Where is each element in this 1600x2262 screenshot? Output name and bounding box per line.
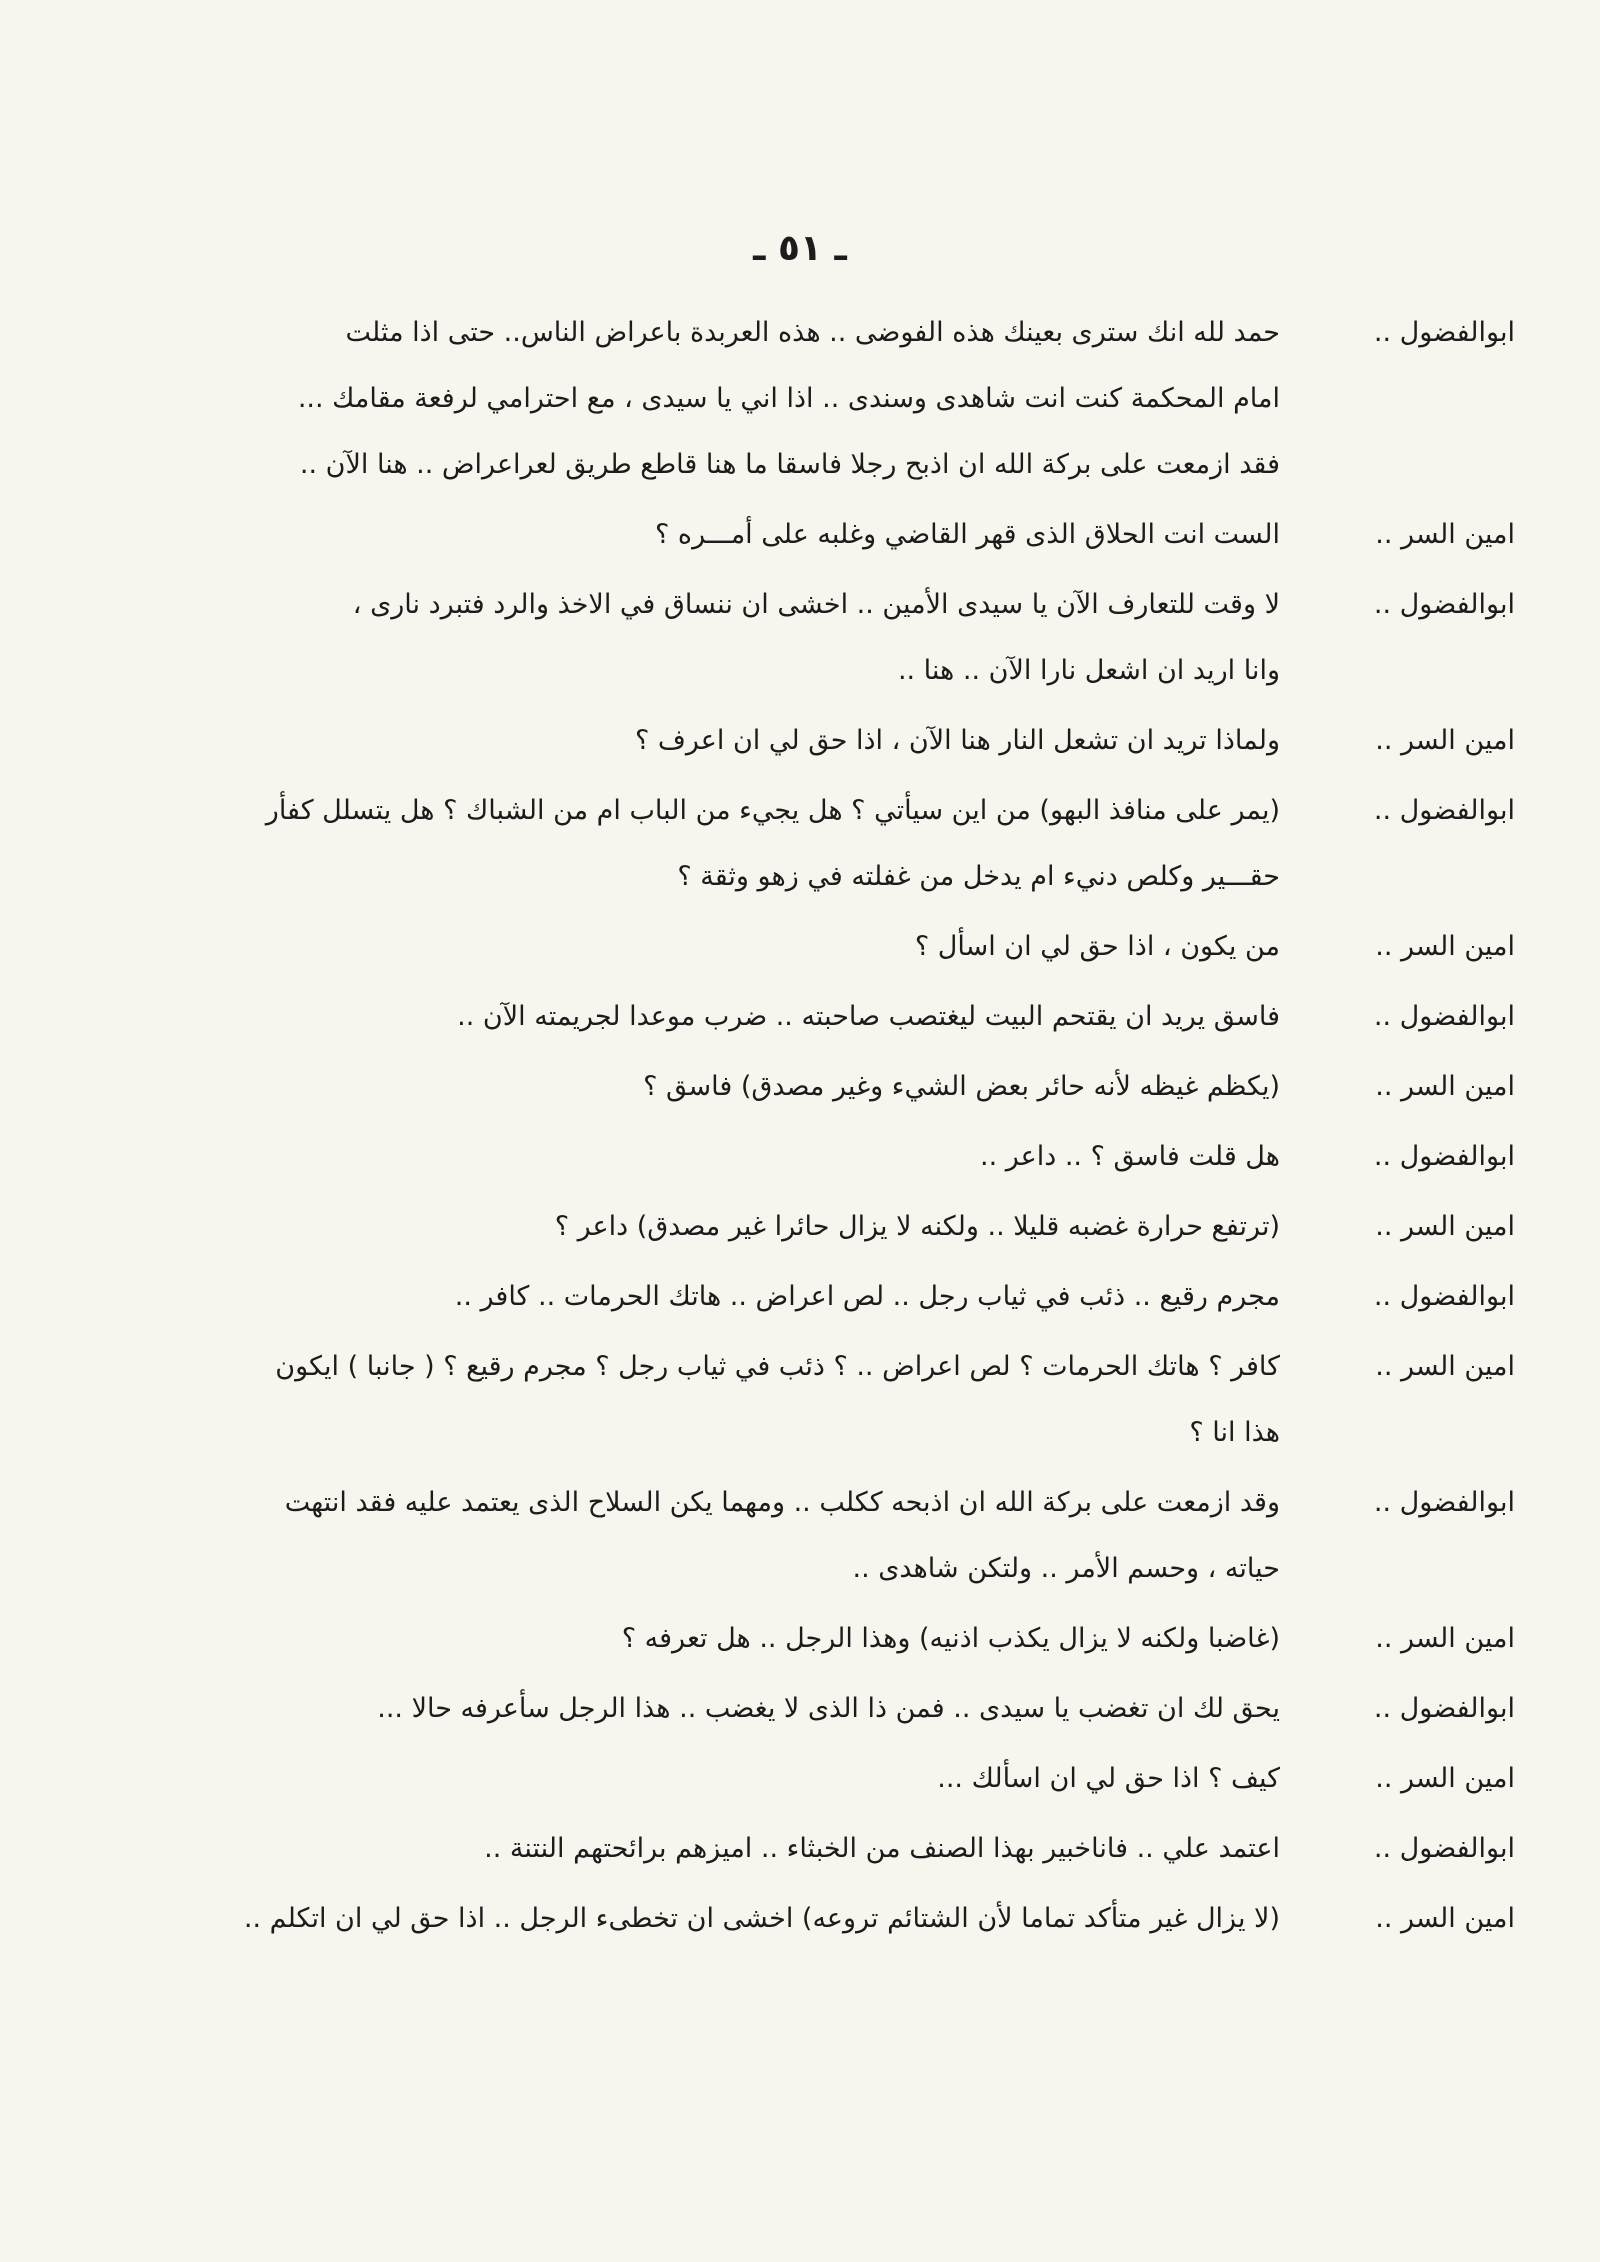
dialogue-line: مجرم رقيع .. ذئب في ثياب رجل .. لص اعراض .. هاتك الحرمات .. كافر .. <box>454 1281 1280 1312</box>
speaker-name: امين السر .. <box>1375 519 1515 550</box>
dialogue-entry <box>75 1334 1515 1466</box>
dialogue-line: امام المحكمة كنت انت شاهدى وسندى .. اذا اني يا سيدى ، مع احترامي لرفعة مقامك ... <box>297 383 1280 414</box>
dialogue-entry <box>75 778 1515 910</box>
dialogue-entry <box>75 502 1515 568</box>
dialogue-text <box>75 1054 1280 1120</box>
dialogue-line: كيف ؟ اذا حق لي ان اسألك ... <box>937 1763 1280 1794</box>
dialogue-entry <box>75 1606 1515 1672</box>
dialogue-entry <box>75 984 1515 1050</box>
dialogue-text <box>75 1264 1280 1330</box>
speaker-name: ابوالفضول .. <box>1373 1281 1515 1312</box>
speaker-name: ابوالفضول .. <box>1373 589 1515 620</box>
dialogue-text <box>75 1886 1280 1952</box>
dialogue-entry <box>75 1886 1515 1952</box>
dialogue-line: (غاضبا ولكنه لا يزال يكذب اذنيه) وهذا الرجل .. هل تعرفه ؟ <box>621 1623 1280 1654</box>
dialogue-text <box>75 1816 1280 1882</box>
dialogue-line: يحق لك ان تغضب يا سيدى .. فمن ذا الذى لا يغضب .. هذا الرجل سأعرفه حالا ... <box>377 1693 1280 1724</box>
dialogue-text <box>75 1746 1280 1812</box>
dialogue-text <box>75 984 1280 1050</box>
dialogue-line: (يكظم غيظه لأنه حائر بعض الشيء وغير مصدق) فاسق ؟ <box>643 1071 1280 1102</box>
dialogue-entry <box>75 1054 1515 1120</box>
speaker-name: ابوالفضول .. <box>1373 795 1515 826</box>
dialogue-line: وانا اريد ان اشعل نارا الآن .. هنا .. <box>897 655 1280 686</box>
dialogue-line: كافر ؟ هاتك الحرمات ؟ لص اعراض .. ؟ ذئب في ثياب رجل ؟ مجرم رقيع ؟ ( جانبا ) ايكون <box>275 1351 1280 1382</box>
dialogue-entry <box>75 1746 1515 1812</box>
dialogue-line: وقد ازمعت على بركة الله ان اذبحه ككلب .. ومهما يكن السلاح الذى يعتمد عليه فقد انتهت <box>284 1487 1280 1518</box>
dialogue-text <box>75 1194 1280 1260</box>
dialogue-text <box>75 1334 1280 1466</box>
speaker-name: ابوالفضول .. <box>1373 1141 1515 1172</box>
dialogue-line: ولماذا تريد ان تشعل النار هنا الآن ، اذا حق لي ان اعرف ؟ <box>634 725 1280 756</box>
dialogue-line: (لا يزال غير متأكد تماما لأن الشتائم تروعه) اخشى ان تخطىء الرجل .. اذا حق لي ان اتكلم .. <box>243 1903 1280 1934</box>
dialogue-entry <box>75 708 1515 774</box>
dialogue-text <box>75 708 1280 774</box>
speaker-name: ابوالفضول .. <box>1373 1833 1515 1864</box>
dialogue-entry <box>75 1816 1515 1882</box>
dialogue-text <box>75 300 1280 498</box>
page-number: ـ ٥١ ـ <box>753 228 847 269</box>
speaker-name: امين السر .. <box>1375 1623 1515 1654</box>
speaker-name: امين السر .. <box>1375 725 1515 756</box>
dialogue-text <box>75 1676 1280 1742</box>
play-script <box>75 300 1515 1956</box>
dialogue-entry <box>75 1124 1515 1190</box>
dialogue-entry <box>75 572 1515 704</box>
speaker-name: ابوالفضول .. <box>1373 1693 1515 1724</box>
dialogue-text <box>75 778 1280 910</box>
dialogue-line: حياته ، وحسم الأمر .. ولتكن شاهدى .. <box>852 1553 1280 1584</box>
speaker-name: ابوالفضول .. <box>1373 1001 1515 1032</box>
dialogue-line: من يكون ، اذا حق لي ان اسأل ؟ <box>914 931 1280 962</box>
dialogue-text <box>75 1124 1280 1190</box>
speaker-name: امين السر .. <box>1375 1763 1515 1794</box>
dialogue-line: فقد ازمعت على بركة الله ان اذبح رجلا فاسقا ما هنا قاطع طريق لعراعراض .. هنا الآن .. <box>299 449 1280 480</box>
dialogue-line: حقـــير وكلص دنيء ام يدخل من غفلته في زهو وثقة ؟ <box>677 861 1280 892</box>
speaker-name: امين السر .. <box>1375 1351 1515 1382</box>
dialogue-line: لا وقت للتعارف الآن يا سيدى الأمين .. اخشى ان ننساق في الاخذ والرد فتبرد نارى ، <box>352 589 1280 620</box>
dialogue-entry <box>75 1264 1515 1330</box>
dialogue-line: هذا انا ؟ <box>1189 1417 1280 1448</box>
dialogue-entry <box>75 1470 1515 1602</box>
dialogue-entry <box>75 914 1515 980</box>
dialogue-line: اعتمد علي .. فاناخبير بهذا الصنف من الخبثاء .. اميزهم برائحتهم النتنة .. <box>484 1833 1280 1864</box>
dialogue-line: (ترتفع حرارة غضبه قليلا .. ولكنه لا يزال حائرا غير مصدق) داعر ؟ <box>554 1211 1280 1242</box>
speaker-name: امين السر .. <box>1375 1211 1515 1242</box>
dialogue-text <box>75 1606 1280 1672</box>
dialogue-line: فاسق يريد ان يقتحم البيت ليغتصب صاحبته .. ضرب موعدا لجريمته الآن .. <box>457 1001 1280 1032</box>
dialogue-line: هل قلت فاسق ؟ .. داعر .. <box>979 1141 1280 1172</box>
speaker-name: ابوالفضول .. <box>1373 1487 1515 1518</box>
dialogue-entry <box>75 1676 1515 1742</box>
dialogue-entry <box>75 300 1515 498</box>
dialogue-text <box>75 914 1280 980</box>
speaker-name: امين السر .. <box>1375 931 1515 962</box>
dialogue-line: حمد لله انك سترى بعينك هذه الفوضى .. هذه العربدة باعراض الناس.. حتى اذا مثلت <box>345 317 1280 348</box>
speaker-name: ابوالفضول .. <box>1373 317 1515 348</box>
dialogue-entry <box>75 1194 1515 1260</box>
dialogue-line: الست انت الحلاق الذى قهر القاضي وغلبه على أمـــره ؟ <box>655 519 1280 550</box>
speaker-name: امين السر .. <box>1375 1071 1515 1102</box>
speaker-name: امين السر .. <box>1375 1903 1515 1934</box>
dialogue-text <box>75 502 1280 568</box>
dialogue-text <box>75 572 1280 704</box>
dialogue-text <box>75 1470 1280 1602</box>
dialogue-line: (يمر على منافذ البهو) من اين سيأتي ؟ هل يجيء من الباب ام من الشباك ؟ هل يتسلل كفأر <box>265 795 1280 826</box>
